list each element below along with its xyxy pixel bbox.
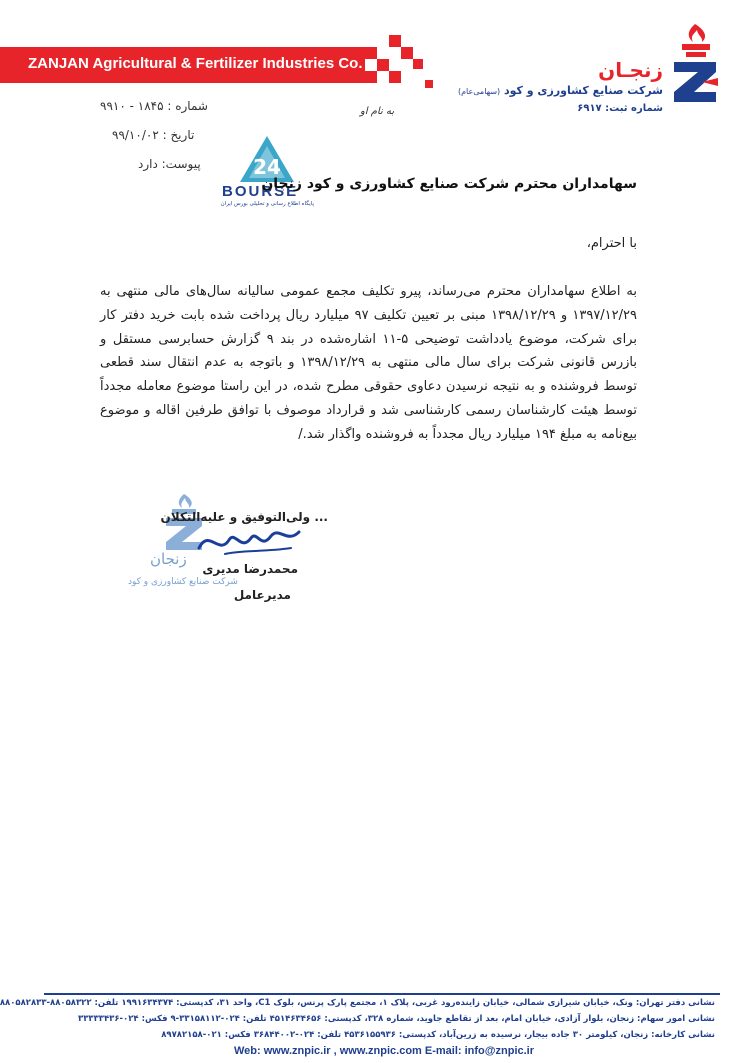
svg-text:24: 24 bbox=[253, 155, 281, 179]
salutation: با احترام، bbox=[586, 236, 637, 251]
bourse-tagline: پایگاه اطلاع رسانی و تحلیلی بورس ایران bbox=[220, 201, 314, 207]
registration-number: شماره ثبت: ۶۹۱۷ bbox=[577, 103, 663, 114]
footer-factory: نشانی کارخانه: زنجان، کیلومتر ۳۰ جاده بیجار، نرسیده به زرین‌آباد، کدپستی: ۴۵۳۶۱۵۵۹۳۶ تلفن: ۰۲۴-۳۶۸۴۴۰۰۲ فکس: ۰۲۱-۸۹۷۸۲۱۵۸ bbox=[161, 1030, 715, 1040]
letter-number: شماره : ۱۸۴۵ - ۹۹۱۰ bbox=[100, 99, 208, 113]
signer-title: مدیرعامل bbox=[233, 588, 291, 602]
letter-date: تاریخ : ۹۹/۱۰/۰۲ bbox=[112, 128, 195, 142]
letter-attachment: پیوست: دارد bbox=[138, 157, 201, 171]
logo-company-name bbox=[458, 84, 663, 97]
banner-text: ZANJAN Agricultural & Fertilizer Industries Co. bbox=[28, 55, 363, 72]
footer-rule bbox=[44, 993, 720, 995]
logo-name: زنجـان bbox=[598, 58, 663, 82]
footer-shares-office: نشانی امور سهام: زنجان، بلوار آزادی، خیابان امام، بعد از تقاطع جاوید، شماره ۳۲۸، کدپستی: ۴۵۱۴۶۳۴۶۵۶ تلفن: ۰۲۴-۳۳۱۵۸۱۱۲-۹ فکس: ۰۲۴-۳۳۳۳۳۴۳۶ bbox=[78, 1014, 715, 1024]
company-logo-icon bbox=[672, 22, 722, 112]
stamp-name: زنجان bbox=[150, 550, 187, 568]
invocation: به نام او bbox=[360, 106, 395, 117]
stamp-company: شرکت صنایع کشاورزی و کود bbox=[128, 577, 238, 587]
recipient: سهامداران محترم شرکت صنایع کشاورزی و کود زنجان bbox=[261, 176, 637, 192]
signer-name: محمدرضا مدیری bbox=[202, 562, 298, 576]
company-type: (سهامی‌عام) bbox=[457, 87, 501, 96]
company-name: شرکت صنایع کشاورزی و کود bbox=[504, 84, 663, 97]
bourse-word: BOURSE bbox=[222, 183, 299, 200]
footer-tehran-office: نشانی دفتر تهران: ونک، خیابان شیرازی شمالی، خیابان زاینده‌رود غربی، پلاک ۱، مجتمع پارک پرنس، بلوک C1، واحد ۳۱، کدپستی: ۱۹۹۱۶۳۴۳۷۴ تلفن: ۸۸۰۵۸۳۲۲-۸۸۰۵۸۲۸۳۳ bbox=[0, 998, 715, 1008]
letter-body: به اطلاع سهامداران محترم می‌رساند، پیرو تکلیف مجمع عمومی سالیانه سال‌های مالی منتهی به ۱۳۹۷/۱۲/۲۹ و ۱۳۹۸/۱۲/۲۹ مبنی بر تعیین تکلیف ۹۷ میلیارد ریال پرداخت شده بابت خرید دفتر کار برای شرکت، موضوع یادداشت توضیحی ۵-۱۱ اشاره‌شده در بند ۹ گزارش حسابرسی مستقل و بازرس قانونی شرکت برای سال مالی منتهی به ۱۳۹۸/۱۲/۲۹ و باتوجه به عدم انتقال سند قطعی توسط فروشنده و به نتیجه نرسیدن دعاوی حقوقی مطرح شده، در این راستا موضوع معامله مجدداً توسط هیئت کارشناسان رسمی کارشناسی شد و قرارداد موصوف با توافق طرفین اقاله و موضوع بیع‌نامه به مبلغ ۱۹۴ میلیارد ریال مجدداً به فروشنده واگذار شد./ bbox=[100, 284, 637, 442]
signature-icon bbox=[195, 522, 305, 562]
closing-phrase: ... ولی‌التوفیق و علیه‌التکلان bbox=[160, 510, 328, 524]
footer-web-email: Web: www.znpic.ir , www.znpic.com E-mail: info@znpic.ir bbox=[234, 1045, 535, 1057]
